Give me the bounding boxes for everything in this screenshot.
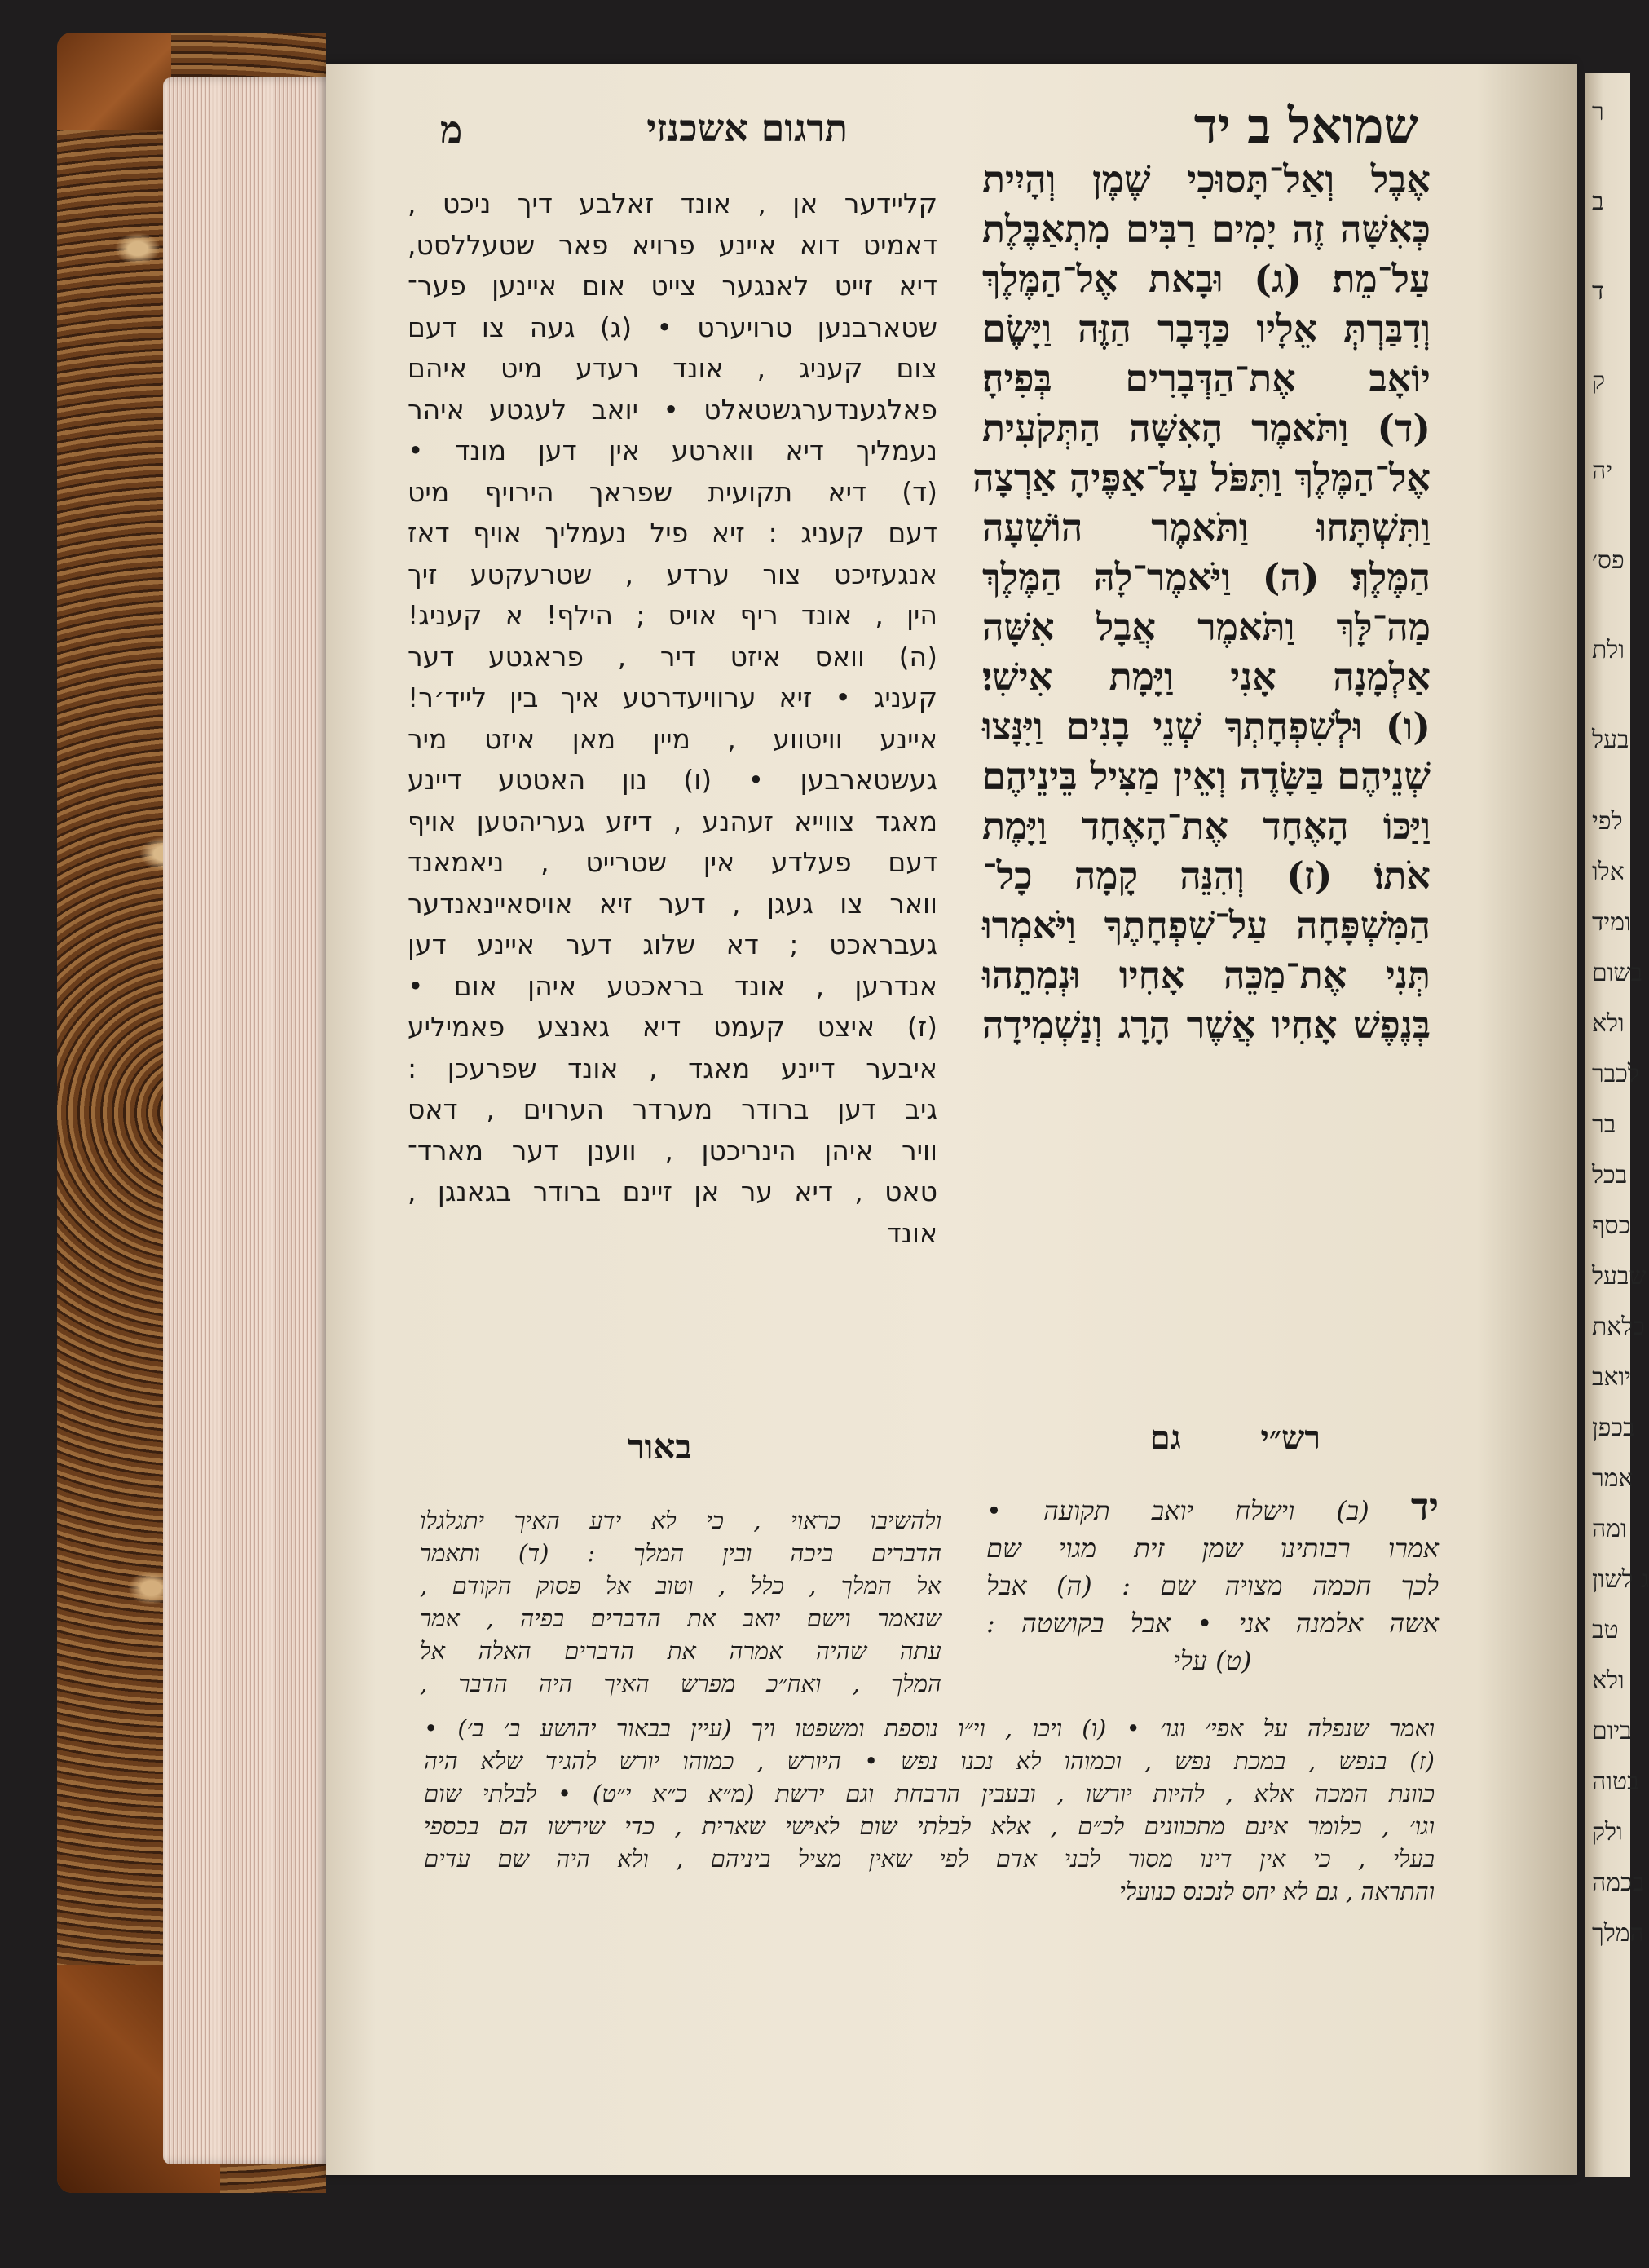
bible-line: תְּנִי אֶת־מַכֵּה אָחִיו וּנְמִתֵהוּ (982, 953, 1431, 997)
right-page-fragment: כלאת (1592, 1313, 1645, 1341)
bible-line: (ו) וּלְשִׁפְחָתְךָ שְׁנֵי בָנִים וַיִּנָּצוּ (982, 704, 1431, 748)
targum-line: נעמליך דיא ווארטע אין דען מונד • (408, 435, 937, 466)
bible-line: וַתִּשְׁתָּחוּ וַתֹּאמֶר הוֹשִׁעָה (982, 505, 1431, 549)
targum-line: קליידער אן , אונד זאלבע דיך ניכט , (408, 188, 937, 219)
right-page-fragment: כסף (1592, 1211, 1631, 1240)
page-edges (163, 77, 338, 2164)
right-page-fragment: טב (1592, 1616, 1619, 1644)
biur-heading: באור (628, 1427, 692, 1467)
targum-line: דיא זייט לאנגער צייט אום איינען פער־ (408, 270, 937, 302)
bible-line: אַלְמָנָה אָנִי וַיָּמָת אִישִׁי׃ (982, 655, 1431, 699)
biur-line: הדברים ביכה ובין המלך : (ד) ותאמר (420, 1539, 941, 1567)
bible-line: בְּנֶפֶשׁ אָחִיו אֲשֶׁר הָרָג וְנַשְׁמִידָה (982, 1003, 1431, 1047)
rashi-line: אמרו רבותינו שמן זית מגוי שם (986, 1533, 1439, 1564)
right-page-fragment: שבעל (1592, 1262, 1647, 1291)
targum-text-column (408, 183, 937, 1254)
right-page-fragment: בכפן (1592, 1414, 1635, 1442)
targum-line: אונד (886, 1216, 937, 1249)
targum-line: פאלגענדערגשטאלט • יואב לעגטע איהר (408, 393, 937, 426)
bottom-commentary-line: וגו׳ , כלומר אינם מתכוונים לכ״ם , אלא לבלתי שום לאישי שארית , כדי שירשו הם בכספי (424, 1812, 1435, 1840)
bottom-commentary (424, 1712, 1435, 1908)
right-page-fragment: בשום (1592, 959, 1643, 987)
right-page-fragment: בר (1592, 1110, 1616, 1139)
rashi-line: (ט) עלי (1173, 1645, 1252, 1676)
cover-corner-top (57, 33, 171, 130)
targum-line: איינע וויטווע , מיין מאן איזט מיר (408, 722, 937, 755)
targum-line: געשטארבען • (ו) נון האטטע דיינע (408, 764, 937, 796)
bible-line: שְׁנֵיהֶם בַּשָּׂדֶה וְאֵין מַצִּיל בֵּינֵיהֶם (982, 754, 1431, 798)
bottom-commentary-line: כוונת המכה אלא , להיות יורשו , ובעבין הרבחת וגם ירשת (מ״א כ״א י״ט) • לבלתי שום (424, 1780, 1435, 1807)
targum-line: שטארבנען טרויערט • (ג) געה צו דעם (408, 311, 937, 343)
biur-commentary (420, 1504, 941, 1700)
targum-line: טאט , דיא ער אן זיינם ברודר בגאנגן , (408, 1176, 937, 1207)
targum-line: דאמיט דוא איינע פרויא פאר שטעללסט, (408, 228, 937, 261)
biur-line: ולהשיבו כראוי , כי לא ידע האיך יתגלגלו (420, 1507, 941, 1534)
rashi-line (986, 1485, 1440, 1529)
bible-line: יוֹאָב אֶת־הַדְּבָרִים בְּפִיהָ׃ (982, 356, 1431, 400)
rashi-line: אשה אלמנה אני • אבל בקושטה : (986, 1608, 1439, 1639)
bible-line: הַמֶּלֶךְ׃ (ה) וַיֹּאמֶר־לָהּ הַמֶּלֶךְ (982, 555, 1431, 599)
page-number: מ (440, 108, 463, 152)
right-page-fragment: ולק (1592, 1818, 1623, 1847)
targum-line: געבראכט ; דא שלוג דער איינע דען (408, 929, 937, 960)
right-page-fragment: ג לשון (1592, 1565, 1649, 1594)
targum-line: מאגד צווייא זעהנע , דיזע געריהטען אויף (408, 805, 937, 837)
rashi-line-text: (ב) וישלח יואב תקועה • (986, 1495, 1369, 1526)
right-page-fragment: יה (1592, 457, 1613, 485)
bible-line: אֶל־הַמֶּלֶךְ וַתִּפֹּל עַל־אַפֶּיהָ אַרְצָה (972, 456, 1431, 500)
targum-line: קעניג • זיא ערוויעדרטע איך בין לייד׳ר! (408, 682, 937, 713)
bible-line: הַמִּשְׁפָּחָה עַל־שִׁפְחָתֶךָ וַיֹּאמְרוּ (982, 903, 1431, 947)
bible-text-column (972, 155, 1431, 1050)
bible-line: (ד) וַתֹּאמֶר הָאִשָּׁה הַתְּקֹעִית (982, 406, 1431, 450)
right-page-edge (1585, 73, 1649, 2177)
targum-line: אנגעזיכט צור ערדע , שטרעקטע זיך (408, 558, 937, 590)
right-page-fragment: ולא (1592, 1666, 1625, 1695)
targum-line: וואר צו געגן , דער זיא אויסאיינאנדער (408, 887, 937, 920)
rashi-commentary (986, 1485, 1440, 1679)
right-page-fragment: ד (1592, 277, 1604, 306)
right-page-fragment: לפי (1592, 807, 1623, 836)
targum-line: דעם קעניג : זיא פיל נעמליך אויף דאז (408, 517, 937, 549)
targum-line: גיב דען ברודר מערדר הערוים , דאס (408, 1093, 937, 1125)
biur-line: המלך , ואח״כ מפרש האיך היה הדבר , (420, 1670, 941, 1697)
targum-line: (ד) דיא תקועית שפראך הירויף מיט (408, 475, 937, 508)
rashi-chapter-number: יד (1410, 1485, 1440, 1529)
right-page-fragment: ב (1592, 188, 1604, 216)
page-title-targum: תרגום אשכנזי (646, 106, 848, 150)
right-page-fragment: פס׳ (1592, 546, 1625, 575)
page-title-bible: שמואל ב יד (1193, 98, 1418, 155)
bible-line: אֹתוֹ׃ (ז) וְהִנֵּה קָמָה כָל־ (982, 854, 1431, 898)
bible-line: מַה־לָּךְ וַתֹּאמֶר אֲבָל אִשָּׁה (982, 605, 1431, 649)
right-page-fragment: אמר (1592, 1464, 1634, 1493)
targum-line: הין , אונד ריף אויס ; הילף! א קעניג! (408, 599, 937, 631)
bible-line: וַיַּכּוֹ הָאֶחָד אֶת־הָאֶחָד וַיָּמֶת (982, 804, 1431, 848)
targum-line: צום קעניג , אונד רעדע מיט איהם (408, 352, 937, 384)
targum-line: איבער דיינע מאגד , אונד שפרעכן : (408, 1052, 937, 1084)
targum-line: (ה) וואס איזט דיר , פראגטע דער (408, 640, 937, 673)
right-page-fragment: המלך (1592, 1919, 1644, 1948)
bottom-commentary-line: ואמר שנפלה על אפי׳ וגו׳ • (ו) ויכו , וי״ו נוספת ומשפטו ויך (עיין בבאור יהושע ב׳ ב׳) • (424, 1714, 1435, 1742)
right-page-fragment: ומה (1592, 1515, 1627, 1543)
right-page-fragment: ומיד (1592, 908, 1631, 937)
right-page-fragment: ביום (1592, 1717, 1632, 1745)
right-page-fragment: ק (1592, 367, 1606, 395)
targum-line: דעם פעלדע אין שטרייט , ניאמאנד (408, 846, 937, 878)
bottom-commentary-line: בעלי , כי אין דינו מסור לבני אדם לפי שאין מציל ביניהם , ולא היה שם עדים (424, 1845, 1435, 1873)
bottom-commentary-line: והתראה , גם לא יחס לנכנס כנועלי (1119, 1877, 1435, 1905)
right-page-fragment: ולא (1592, 1009, 1625, 1038)
right-page-fragment: בכל (1592, 1161, 1628, 1189)
biur-line: עתה שהיה אמרה את הדברים האלה אל (420, 1637, 941, 1665)
right-page-fragment: בטוה (1592, 1767, 1639, 1796)
rashi-heading (1076, 1419, 1321, 1457)
catchword: גם (1149, 1419, 1181, 1457)
right-page-fragment: ולת (1592, 636, 1625, 664)
targum-line: (ז) איצט קעמט דיא גאנצע פאמיליע (408, 1011, 937, 1043)
right-page-fragment: ר (1592, 98, 1604, 126)
bible-line: אֶבֶל וְאַל־תָּסוּכִי שֶׁמֶן וְהָיִית (982, 157, 1431, 201)
bible-line: וְדִבַּרְתְּ אֵלָיו כַּדָּבָר הַזֶּה וַיָּשֶׂם (982, 307, 1431, 351)
rashi-line: לכך חכמה מצויה שם : (ה) אבל (986, 1570, 1439, 1601)
right-page-fragment: יואב (1592, 1363, 1632, 1392)
right-page-fragment: בכמה (1592, 1869, 1645, 1897)
rashi-title: רש״י (1260, 1419, 1321, 1457)
biur-line: אל המלך , כלל , וטוב אל פסוק הקודם , (420, 1572, 941, 1600)
targum-line: וויר איהן הינריכטן , ווענן דער מארד־ (408, 1134, 937, 1167)
right-page-fragment: אלו (1592, 858, 1625, 886)
biur-line: שנאמר וישם יואב את הדברים בפיה , אמר (420, 1604, 941, 1632)
bible-line: כְּאִשָּׁה זֶה יָמִים רַבִּים מִתְאַבֶּלֶת (982, 207, 1431, 251)
bottom-commentary-line: (ז) בנפש , במכת נפש , וכמוהו לא נכנו נפש • היורש , כמוהו יורש להגיד שלא היה (424, 1747, 1435, 1775)
bible-line: עַל־מֵת׃ (ג) וּבָאת אֶל־הַמֶּלֶךְ (982, 257, 1431, 301)
right-page-fragment: לכבר (1592, 1060, 1639, 1088)
targum-line: אנדרען , אונד בראכטע איהן אום • (408, 969, 937, 1002)
right-page-fragment: בעל (1592, 726, 1629, 754)
